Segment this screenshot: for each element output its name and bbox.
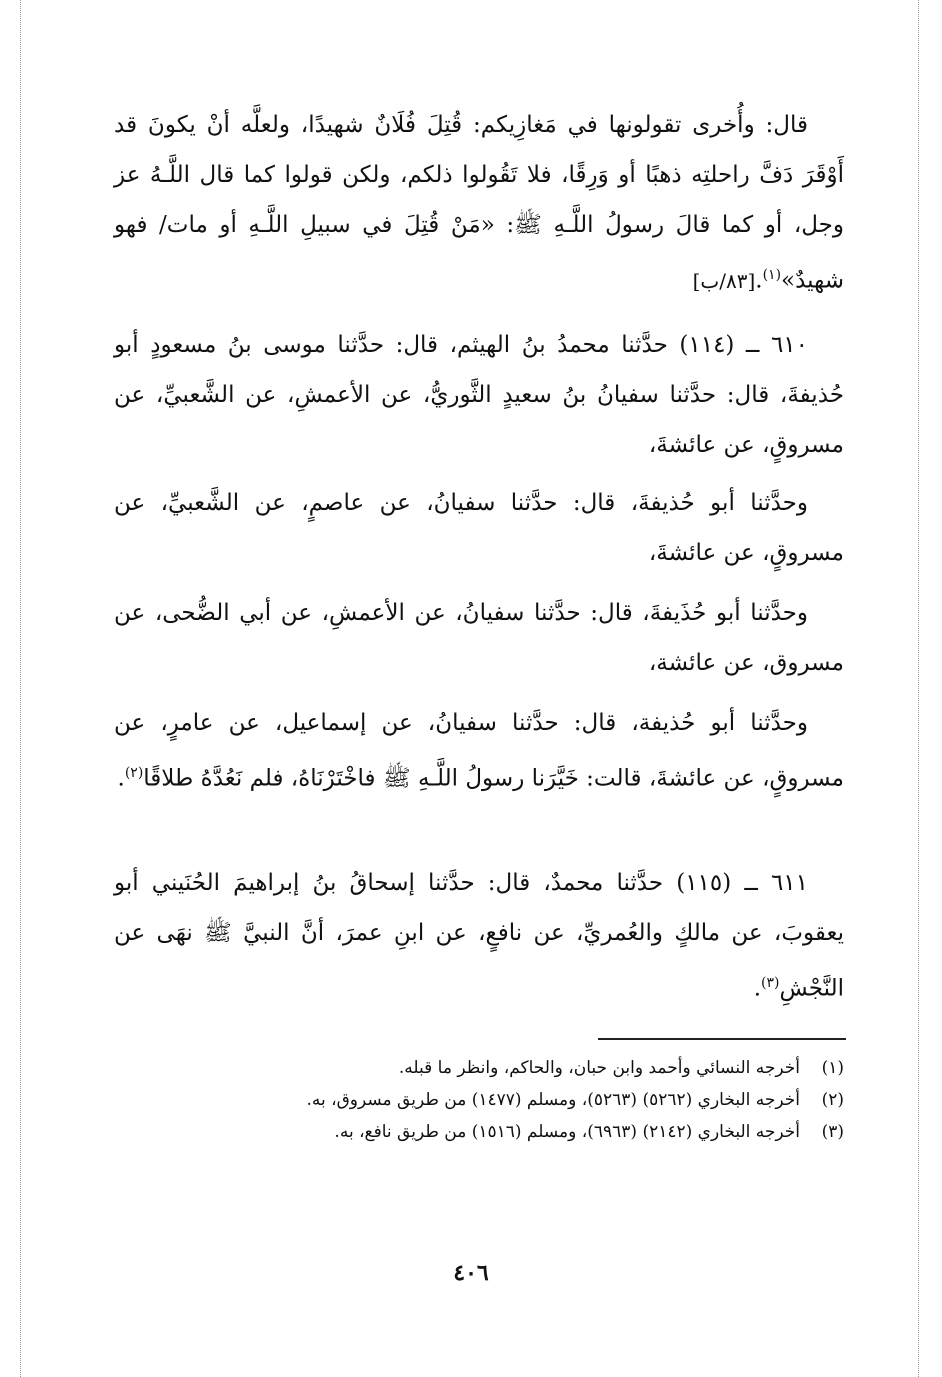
paragraph-1-text: قال: وأُخرى تقولونها في مَغازِيكم: قُتِلَ فُلَانٌ شهيدًا، ولعلَّه أنْ يكونَ قد أَوْقَرَ دَفَّ راحلتِه ذهبًا أو وَرِقًا، فلا تَقُولوا ذلكم، ولكن قولوا كما قال اللَّـهُ عز وجل، أو كما قالَ رسولُ اللَّـهِ ﷺ: «مَنْ قُتِلَ في سبيلِ اللَّـهِ أو مات/ فهو شهيدٌ» [114,112,844,294]
margin-guide-right [918,0,919,1377]
footnote-separator [598,1038,846,1040]
chain-4-text: وحدَّثنا أبو حُذيفة، قال: حدَّثنا سفيانُ، عن إسماعيل، عن عامرٍ، عن مسروقٍ، عن عائشةَ، قالت: خَيَّرَنا رسولُ اللَّـهِ ﷺ فاخْتَرْنَاهُ، فلم نَعُدَّهُ طلاقًا [114,710,844,792]
paragraph-1: قال: وأُخرى تقولونها في مَغازِيكم: قُتِلَ فُلَانٌ شهيدًا، ولعلَّه أنْ يكونَ قد أَوْقَرَ دَفَّ راحلتِه ذهبًا أو وَرِقًا، فلا تَقُولوا ذلكم، ولكن قولوا كما قال اللَّـهُ عز وجل، أو كما قالَ رسولُ اللَّـهِ ﷺ: «مَنْ قُتِلَ في سبيلِ اللَّـهِ أو مات/ فهو شهيدٌ»$^{(١)}$.[٨٣/ب] [114,112,844,294]
footnote-3-number: (٣) [821,1122,844,1142]
chain-2 [114,478,844,578]
hadith-610 [114,320,844,470]
footnote-1-number: (١) [821,1058,844,1078]
footnote-2-number: (٢) [821,1090,844,1110]
hadith-611-text: ٦١١ ــ (١١٥) حدَّثنا محمدٌ، قال: حدَّثنا إسحاقُ بنُ إبراهيمَ الحُنَيني أبو يعقوبَ، عن مالكٍ والعُمريِّ، عن نافعٍ، عن ابنِ عمرَ، أنَّ النبيَّ ﷺ نهَى عن النَّجْشِ [114,870,844,1002]
page-number: ٤٠٦ [453,1260,489,1286]
footnote-3 [114,1116,844,1148]
footnote-2-text: أخرجه البخاري (٥٢٦٢) (٥٢٦٣)، ومسلم (١٤٧٧) من طريق مسروق، به. [306,1090,800,1110]
footnote-1-text: أخرجه النسائي وأحمد وابن حبان، والحاكم، وانظر ما قبله. [398,1058,800,1078]
chain-2-text: وحدَّثنا أبو حُذيفةَ، قال: حدَّثنا سفيانُ، عن عاصمٍ، عن الشَّعبيِّ، عن مسروقٍ، عن عائشةَ، [114,490,844,566]
chain-4: وحدَّثنا أبو حُذيفة، قال: حدَّثنا سفيانُ، عن إسماعيل، عن عامرٍ، عن مسروقٍ، عن عائشةَ، قالت: خَيَّرَنا رسولُ اللَّـهِ ﷺ فاخْتَرْنَاهُ، فلم نَعُدَّهُ طلاقًا$^{(٢)}$. [114,710,844,792]
footnotes [114,1052,844,1148]
margin-guide-left [20,0,21,1377]
hadith-611: ٦١١ ــ (١١٥) حدَّثنا محمدٌ، قال: حدَّثنا إسحاقُ بنُ إبراهيمَ الحُنَيني أبو يعقوبَ، عن مالكٍ والعُمريِّ، عن نافعٍ، عن ابنِ عمرَ، أنَّ النبيَّ ﷺ نهَى عن النَّجْشِ$^{(٣)}$. [114,870,844,1002]
chain-3 [114,588,844,688]
footnote-1 [114,1052,844,1084]
footnote-ref-2[interactable]: (٢) [124,765,144,781]
footnote-3-text: أخرجه البخاري (٢١٤٢) (٦٩٦٣)، ومسلم (١٥١٦) من طريق نافع، به. [334,1122,800,1142]
chain-3-text: وحدَّثنا أبو حُذَيفةَ، قال: حدَّثنا سفيانُ، عن الأعمشِ، عن أبي الضُّحى، عن مسروق، عن عائشة، [114,600,844,676]
hadith-610-text: ٦١٠ ــ (١١٤) حدَّثنا محمدُ بنُ الهيثم، قال: حدَّثنا موسى بنُ مسعودٍ أبو حُذيفةَ، قال: حدَّثنا سفيانُ بنُ سعيدٍ الثَّوريُّ، عن الأعمشِ، عن الشَّعبيِّ، عن مسروقٍ، عن عائشةَ، [114,332,844,458]
footnote-ref-3[interactable]: (٣) [761,975,780,991]
footnote-2 [114,1084,844,1116]
footnote-ref-1[interactable]: (١) [762,267,782,283]
page-reference-tag: [٨٣/ب] [692,268,756,293]
